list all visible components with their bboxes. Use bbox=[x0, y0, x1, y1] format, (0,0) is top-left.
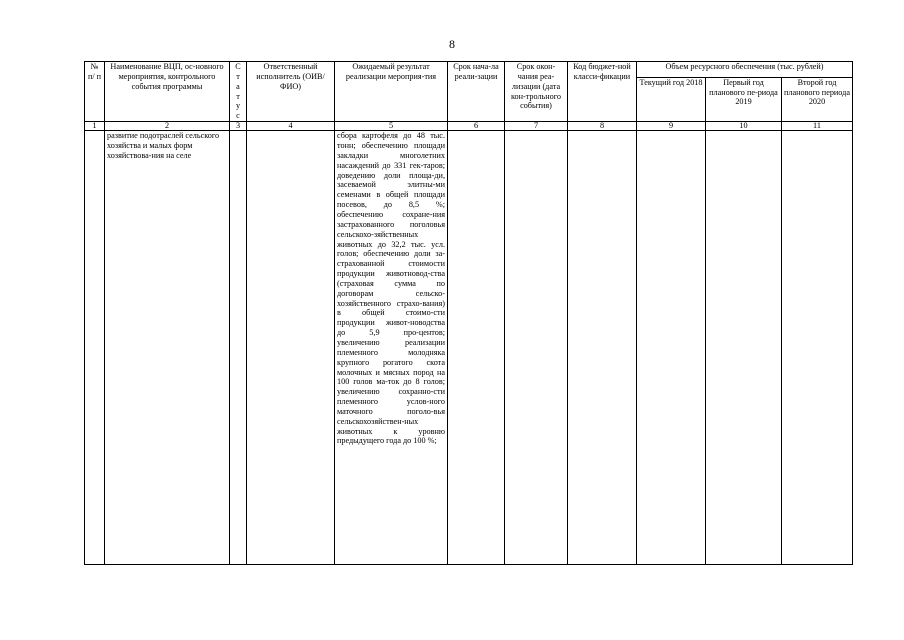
header-no: № п/ п bbox=[85, 62, 105, 122]
cell-executor bbox=[247, 131, 335, 565]
header-second-year: Второй год планового периода 2020 bbox=[782, 77, 853, 121]
page-number: 8 bbox=[449, 37, 455, 51]
column-number: 4 bbox=[247, 122, 335, 131]
cell-name: развитие подотраслей сельского хозяйства и малых форм хозяйствова-ния на селе bbox=[105, 131, 230, 565]
column-number-row bbox=[85, 122, 853, 131]
cell-budget-code bbox=[568, 131, 637, 565]
column-number: 11 bbox=[782, 122, 853, 131]
column-number: 6 bbox=[448, 122, 505, 131]
column-number: 9 bbox=[637, 122, 706, 131]
column-number: 3 bbox=[230, 122, 247, 131]
header-executor: Ответственный исполнитель (ОИВ/ФИО) bbox=[247, 62, 335, 122]
header-status-letter: С bbox=[235, 62, 241, 71]
cell-first-year bbox=[706, 131, 782, 565]
header-result: Ожидаемый результат реализации мероприя-тия bbox=[335, 62, 448, 122]
header-start: Срок нача-ла реали-зации bbox=[448, 62, 505, 122]
column-number: 5 bbox=[335, 122, 448, 131]
program-table bbox=[84, 61, 853, 565]
cell-result: сбора картофеля до 48 тыс. тонн; обеспечению площади закладки многолетних насаждений до 331 гек-таров; доведению доли площа-ди, засеваемой элитны-ми семенами в общей площади посевов, до 8,5 %; обеспечению сохране-ния застрахованного поголовья сельскохо-зяйственных животных до 32,2 тыс. усл. голов; обеспечению доли за-страхованной стоимости продукции животновод-ства (страховая сумма по договорам сельско-хозяйственного страхо-вания) в общей стоимо-сти продукции живот-новодства до 5,9 про-центов; увеличению реализации племенного молодняка крупного рогатого скота молочных и мясных пород на 100 голов ма-ток до 8 голов; увеличению сохранно-сти племенного услов-ного маточного поголо-вья сельскохозяйствен-ных животных к уровню предыдущего года до 100 %; bbox=[335, 131, 448, 565]
column-number: 8 bbox=[568, 122, 637, 131]
header-status-letter: т bbox=[236, 71, 240, 81]
cell-current-year bbox=[637, 131, 706, 565]
header-first-year: Первый год планового пе-риода 2019 bbox=[706, 77, 782, 121]
column-number: 1 bbox=[85, 122, 105, 131]
header-row-1 bbox=[85, 62, 853, 78]
table-row bbox=[85, 131, 853, 565]
cell-no bbox=[85, 131, 105, 565]
column-number: 2 bbox=[105, 122, 230, 131]
header-name: Наименование ВЦП, ос-новного мероприятия, контрольного события программы bbox=[105, 62, 230, 122]
header-budget-code: Код бюджет-ной класси-фикации bbox=[568, 62, 637, 122]
column-number: 10 bbox=[706, 122, 782, 131]
header-resources: Объем ресурсного обеспечения (тыс. рублей) bbox=[637, 62, 853, 78]
header-status-letter: с bbox=[236, 111, 240, 121]
header-status bbox=[230, 62, 247, 122]
cell-status bbox=[230, 131, 247, 565]
cell-start bbox=[448, 131, 505, 565]
header-current-year: Текущий год 2018 bbox=[637, 77, 706, 121]
cell-second-year bbox=[782, 131, 853, 565]
header-end: Срок окон-чания реа-лизации (дата кон-трольного события) bbox=[505, 62, 568, 122]
header-status-letter: у bbox=[235, 101, 241, 111]
header-status-letter: т bbox=[236, 91, 240, 101]
cell-end bbox=[505, 131, 568, 565]
header-status-letter: а bbox=[236, 81, 240, 91]
column-number: 7 bbox=[505, 122, 568, 131]
